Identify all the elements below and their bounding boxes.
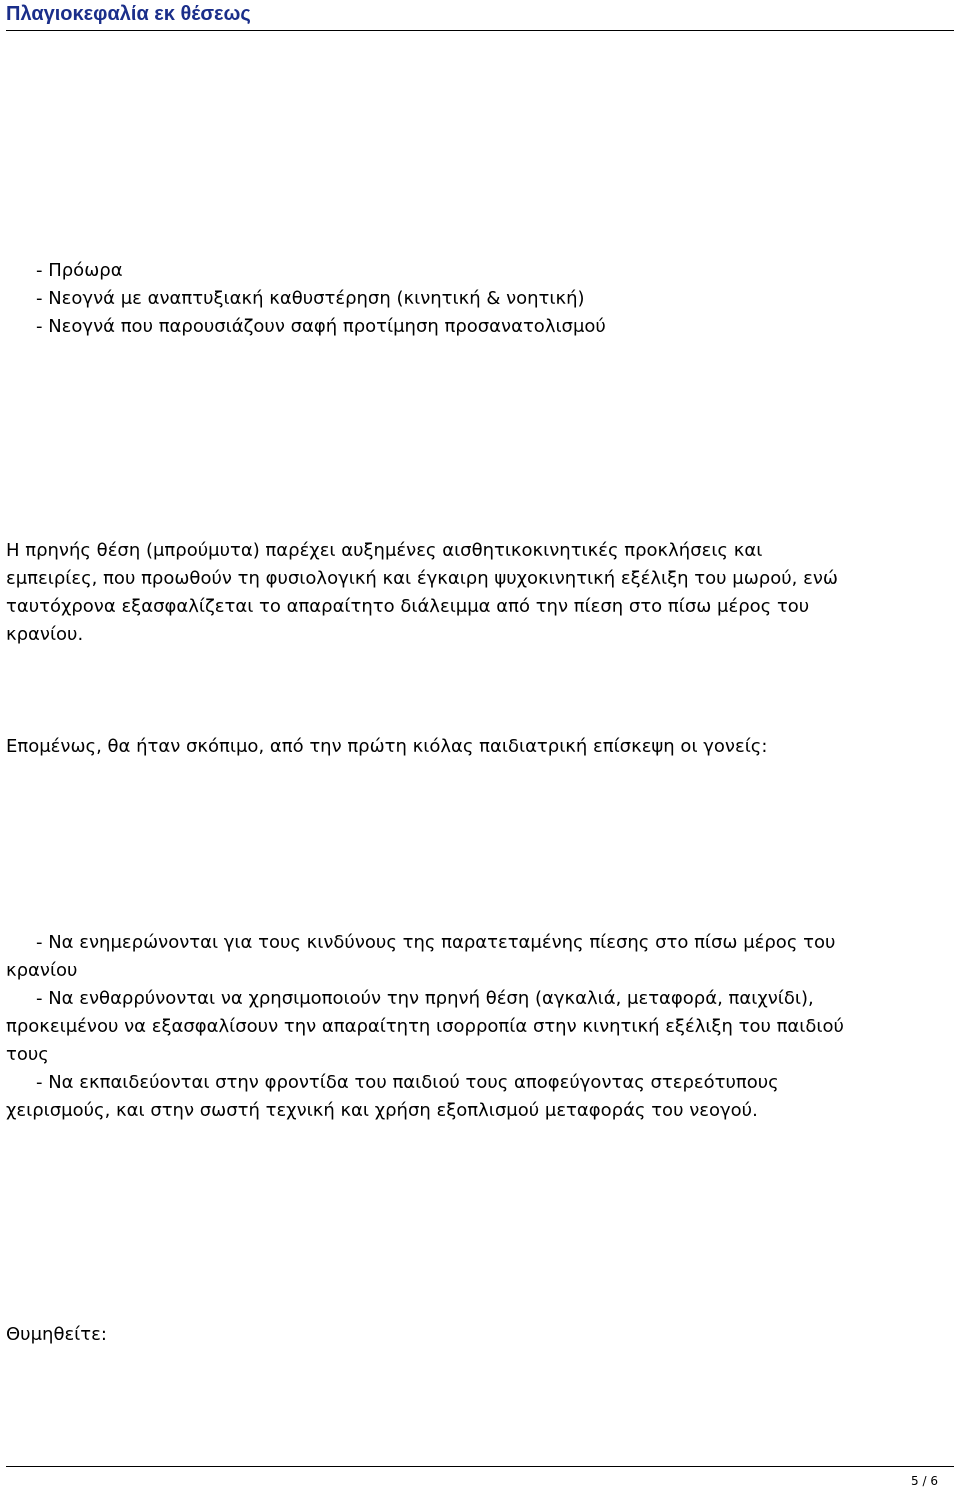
page-header — [6, 0, 954, 31]
page-title: Πλαγιοκεφαλία εκ θέσεως — [6, 3, 251, 25]
recommendation-line: - Να εκπαιδεύονται στην φροντίδα του παιδιού τους αποφεύγοντας στερεότυπους — [36, 1072, 779, 1093]
recommendation-line: - Να ενθαρρύνονται να χρησιμοποιούν την πρηνή θέση (αγκαλιά, μεταφορά, παιχνίδι), — [36, 988, 814, 1009]
recommendation-line: τους — [6, 1044, 49, 1065]
paragraph-line: κρανίου. — [6, 624, 84, 645]
paragraph-line: Η πρηνής θέση (μπρούμυτα) παρέχει αυξημένες αισθητικοκινητικές προκλήσεις και — [6, 540, 763, 561]
recommendation-line: κρανίου — [6, 960, 78, 981]
footer-divider — [6, 1466, 954, 1467]
paragraph-line: εμπειρίες, που προωθούν τη φυσιολογική και έγκαιρη ψυχοκινητική εξέλιξη του μωρού, ενώ — [6, 568, 838, 589]
recommendation-line: χειρισμούς, και στην σωστή τεχνική και χρήση εξοπλισμού μεταφοράς του νεογού. — [6, 1100, 758, 1121]
page-number: 5 / 6 — [911, 1474, 938, 1488]
risk-list-item: - Νεογνά με αναπτυξιακή καθυστέρηση (κινητική & νοητική) — [36, 288, 585, 309]
remember-heading: Θυμηθείτε: — [6, 1324, 107, 1345]
therefore-paragraph: Επομένως, θα ήταν σκόπιμο, από την πρώτη κιόλας παιδιατρική επίσκεψη οι γονείς: — [6, 736, 768, 757]
recommendation-line: προκειμένου να εξασφαλίσουν την απαραίτητη ισορροπία στην κινητική εξέλιξη του παιδιού — [6, 1016, 844, 1037]
risk-list-item: - Πρόωρα — [36, 260, 123, 281]
paragraph-line: ταυτόχρονα εξασφαλίζεται το απαραίτητο διάλειμμα από την πίεση στο πίσω μέρος του — [6, 596, 810, 617]
risk-list-item: - Νεογνά που παρουσιάζουν σαφή προτίμηση προσανατολισμού — [36, 316, 606, 337]
recommendation-line: - Να ενημερώνονται για τους κινδύνους της παρατεταμένης πίεσης στο πίσω μέρος του — [36, 932, 836, 953]
